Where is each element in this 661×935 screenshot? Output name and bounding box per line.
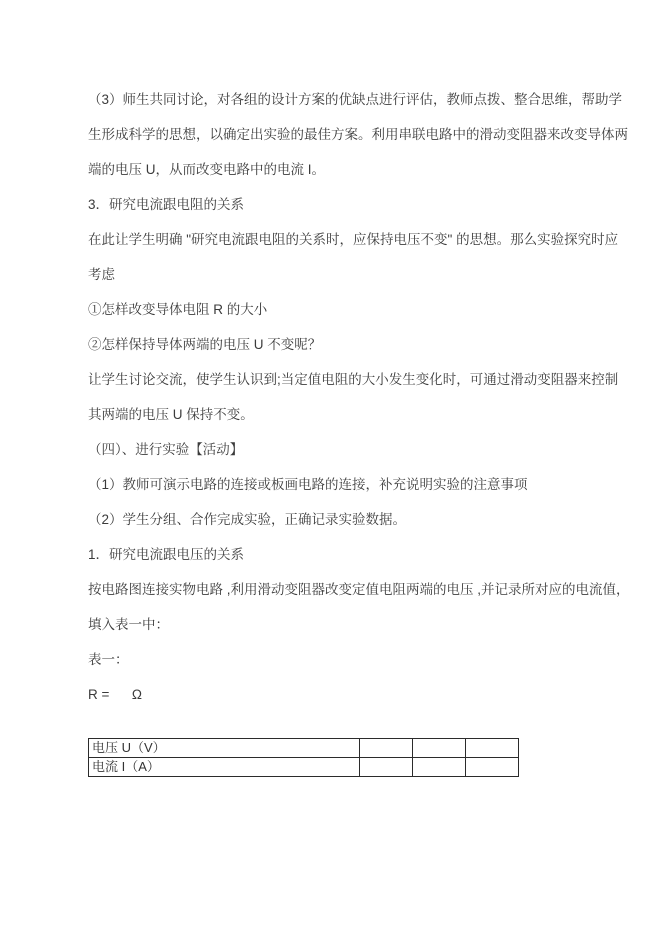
paragraph-line: 在此让学生明确 "研究电流跟电阻的关系时，应保持电压不变" 的思想。那么实验探究时应: [88, 232, 619, 247]
section-heading-current-voltage: 1．研究电流跟电压的关系: [88, 547, 245, 562]
document-text: [88, 82, 630, 712]
table-row-voltage: [89, 739, 519, 758]
table-cell-voltage-value: [413, 739, 466, 758]
table-cell-current-value: [360, 758, 413, 777]
paragraph-line: （3）师生共同讨论，对各组的设计方案的优缺点进行评估，教师点拨、整合思维，帮助学: [88, 92, 623, 107]
paragraph-line: 生形成科学的思想，以确定出实验的最佳方案。利用串联电路中的滑动变阻器来改变导体两: [88, 127, 628, 142]
table-cell-voltage-value: [360, 739, 413, 758]
paragraph-line: （1）教师可演示电路的连接或板画电路的连接，补充说明实验的注意事项: [88, 477, 528, 492]
voltage-current-table: [88, 738, 519, 777]
paragraph-line: （2）学生分组、合作完成实验，正确记录实验数据。: [88, 512, 407, 527]
list-item-1: ①怎样改变导体电阻 R 的大小: [88, 302, 268, 317]
list-item-2: ②怎样保持导体两端的电压 U 不变呢？: [88, 337, 322, 352]
paragraph-line: 让学生讨论交流，使学生认识到;当定值电阻的大小发生变化时，可通过滑动变阻器来控制: [88, 372, 619, 387]
paragraph-line: 按电路图连接实物电路 ,利用滑动变阻器改变定值电阻两端的电压 ,并记录所对应的电流值，: [88, 582, 630, 597]
paragraph-line: 考虑: [88, 267, 115, 282]
table-cell-current-value: [466, 758, 519, 777]
paragraph-line: 填入表一中：: [88, 617, 169, 632]
resistance-value-line: R = Ω: [88, 687, 142, 702]
table-cell-current-label: 电流 I（A）: [89, 758, 360, 777]
paragraph-line: 其两端的电压 U 保持不变。: [88, 407, 254, 422]
section-heading-current-resistance: 3．研究电流跟电阻的关系: [88, 197, 245, 212]
table-cell-current-value: [413, 758, 466, 777]
table-row-current: [89, 758, 519, 777]
table-cell-voltage-label: 电压 U（V）: [89, 739, 360, 758]
section-heading-experiment: （四）、进行实验【活动】: [88, 442, 244, 457]
paragraph-line: 端的电压 U，从而改变电路中的电流 I。: [88, 162, 326, 177]
table-caption: 表一：: [88, 652, 129, 667]
table-cell-voltage-value: [466, 739, 519, 758]
